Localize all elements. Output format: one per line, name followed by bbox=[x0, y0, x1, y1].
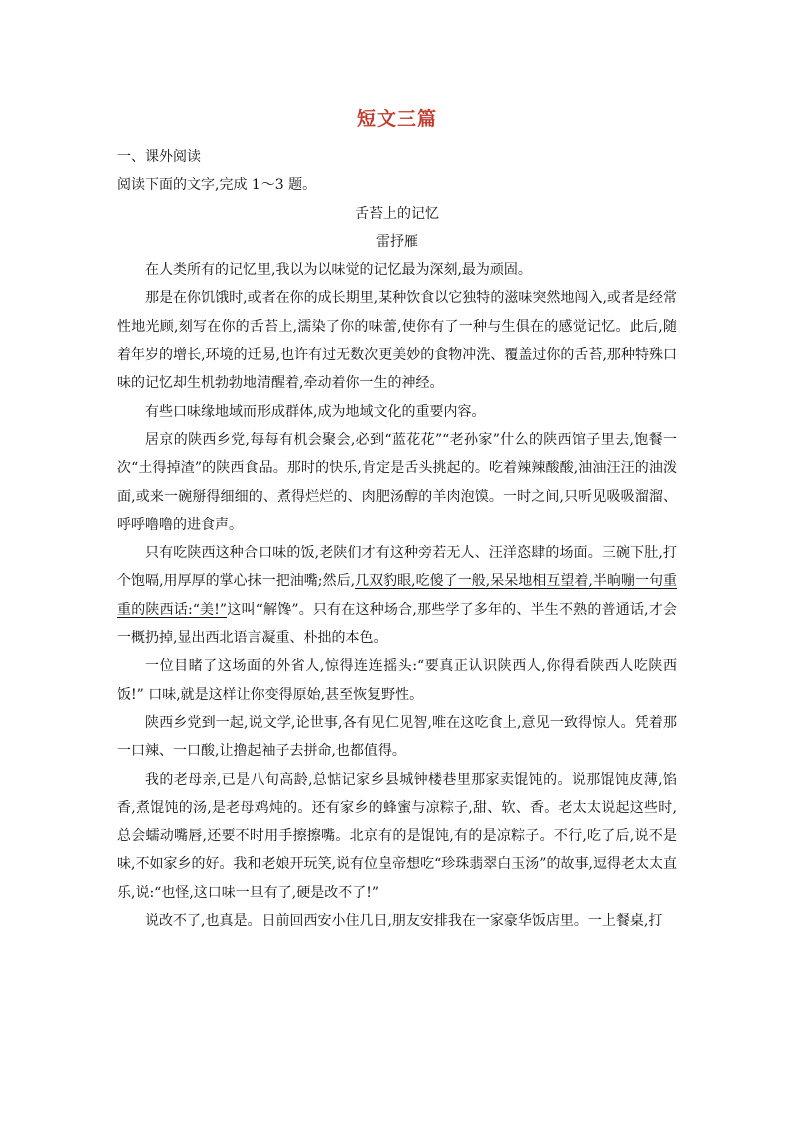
paragraph-9: 说改不了,也真是。日前回西安小住几日,朋友安排我在一家豪华饭店里。一上餐桌,打 bbox=[145, 913, 663, 930]
paragraph-8: 我的老母亲,已是八旬高龄,总惦记家乡县城钟楼巷里那家卖馄饨的。说那馄饨皮薄,馅香,煮馄饨的汤,是老母鸡炖的。还有家乡的蜂蜜与凉粽子,甜、软、香。老太太说起这些时,总会蠕动嘴唇,还要不时用手擦擦嘴。北京有的是馄饨,有的是凉粽子。不行,吃了后,说不是味,不如家乡的好。我和老娘开玩笑,说有位皇帝想吃“珍珠翡翠白玉汤”的故事,逗得老太太直乐,说:“也怪,这口味一旦有了,硬是改不了!” bbox=[117, 771, 677, 901]
underlined-sentence: 几双豹眼,吃傻了一般,呆呆地相互望着,半晌嘣一句重重的陕西话:“美!” bbox=[117, 573, 677, 618]
document-body bbox=[117, 143, 677, 935]
paragraph-5-part-b: 这叫“解馋”。只有在这种场合,那些学了多年的、半生不熟的普通话,才会一概扔掉,显出西北语言凝重、朴拙的本色。 bbox=[117, 601, 677, 647]
paragraph-5 bbox=[117, 539, 677, 652]
paragraph-6: 一位目睹了这场面的外省人,惊得连连摇头:“要真正认识陕西人,你得看陕西人吃陕西饭!” 口味,就是这样让你变得原始,甚至恢复野性。 bbox=[117, 658, 677, 703]
paragraph-7: 陕西乡党到一起,说文学,论世事,各有见仁见智,唯在这吃食上,意见一致得惊人。凭着那一口辣、一口酸,让撸起袖子去拼命,也都值得。 bbox=[117, 714, 677, 760]
article-author: 雷抒雁 bbox=[376, 233, 418, 250]
paragraph-1: 在人类所有的记忆里,我以为以味觉的记忆最为深刻,最为顽固。 bbox=[145, 262, 532, 279]
section-heading: 一、课外阅读 bbox=[117, 149, 201, 165]
instruction-text: 阅读下面的文字,完成 1～3 题。 bbox=[117, 177, 317, 194]
paragraph-2: 那是在你饥饿时,或者在你的成长期里,某种饮食以它独特的滋味突然地闯入,或者是经常性地光顾,刻写在你的舌苔上,濡染了你的味蕾,使你有了一种与生俱在的感觉记忆。此后,随着年岁的增长,环境的迁易,也许有过无数次更美妙的食物冲洗、覆盖过你的舌苔,那种特殊口味的记忆却生机勃勃地清醒着,牵动着你一生的神经。 bbox=[117, 290, 677, 392]
document-title: 短文三篇 bbox=[356, 108, 437, 130]
paragraph-4: 居京的陕西乡党,每每有机会聚会,必到“蓝花花”“老孙家”什么的陕西馆子里去,饱餐一次“土得掉渣”的陕西食品。那时的快乐,肯定是舌头挑起的。吃着辣辣酸酸,油油汪汪的油泼面,或来一碗掰得细细的、煮得烂烂的、肉肥汤醇的羊肉泡馍。一时之间,只听见吸吸溜溜、呼呼噜噜的进食声。 bbox=[117, 431, 677, 533]
paragraph-3: 有些口味缘地域而形成群体,成为地域文化的重要内容。 bbox=[145, 403, 486, 420]
paragraph-5-part-a: 只有吃陕西这种合口味的饭,老陕们才有这种旁若无人、汪洋恣肆的场面。三碗下肚,打个饱嗝,用厚厚的掌心抹一把油嘴;然后, bbox=[117, 545, 677, 590]
article-title: 舌苔上的记忆 bbox=[355, 205, 439, 222]
